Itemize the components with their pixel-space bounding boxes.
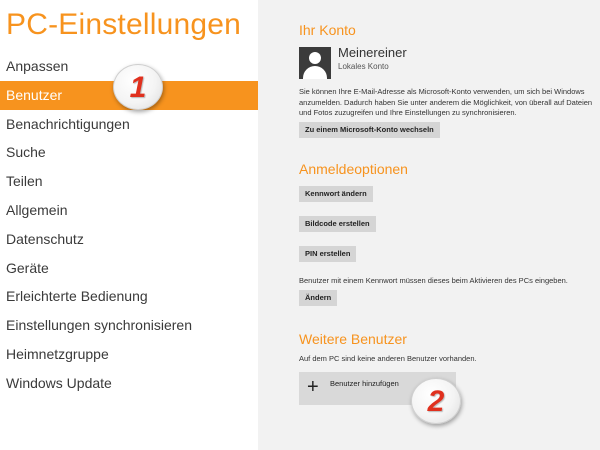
nav-item-benachrichtigungen[interactable]: Benachrichtigungen	[6, 115, 130, 132]
change-wake-setting-button[interactable]: Ändern	[299, 290, 337, 306]
nav-item-allgemein[interactable]: Allgemein	[6, 201, 68, 218]
nav-item-suche[interactable]: Suche	[6, 144, 46, 161]
nav-item-heimnetzgruppe[interactable]: Heimnetzgruppe	[6, 345, 109, 362]
nav-item-geraete[interactable]: Geräte	[6, 259, 49, 276]
account-description: Sie können Ihre E-Mail-Adresse als Microsoft-Konto verwenden, um sich bei Windows anzumelden. Dadurch haben Sie unter anderem die Möglichkeit, von überall auf Dateien und Fotos zuzugreifen und Ihre Einstellungen zu synchronisieren.	[299, 87, 593, 117]
plus-icon: +	[307, 376, 319, 398]
other-users-heading: Weitere Benutzer	[299, 331, 407, 347]
annotation-marker-2: 2	[411, 378, 461, 424]
user-silhouette-icon	[299, 47, 331, 79]
account-section-heading: Ihr Konto	[299, 22, 356, 38]
nav-item-anpassen[interactable]: Anpassen	[6, 58, 69, 74]
add-user-label: Benutzer hinzufügen	[330, 379, 399, 388]
nav-item-einstellungen-synchronisieren[interactable]: Einstellungen synchronisieren	[6, 317, 192, 334]
app-title: PC-Einstellungen	[6, 8, 241, 41]
account-name: Meinereiner	[338, 45, 407, 60]
create-picture-password-button[interactable]: Bildcode erstellen	[299, 216, 376, 232]
change-password-button[interactable]: Kennwort ändern	[299, 186, 373, 202]
create-pin-button[interactable]: PIN erstellen	[299, 246, 356, 262]
nav-item-teilen[interactable]: Teilen	[6, 173, 43, 190]
no-other-users-note: Auf dem PC sind keine anderen Benutzer vorhanden.	[299, 354, 477, 363]
switch-to-microsoft-account-button[interactable]: Zu einem Microsoft-Konto wechseln	[299, 122, 440, 138]
annotation-marker-1: 1	[113, 64, 163, 110]
nav-item-datenschutz[interactable]: Datenschutz	[6, 230, 84, 247]
nav-item-benutzer[interactable]: Benutzer	[0, 81, 258, 110]
password-wake-note: Benutzer mit einem Kennwort müssen dieses beim Aktivieren des PCs eingeben.	[299, 276, 568, 285]
nav-item-windows-update[interactable]: Windows Update	[6, 374, 112, 391]
signin-options-heading: Anmeldeoptionen	[299, 161, 408, 177]
account-type: Lokales Konto	[338, 62, 389, 71]
nav-item-erleichterte-bedienung[interactable]: Erleichterte Bedienung	[6, 288, 148, 305]
